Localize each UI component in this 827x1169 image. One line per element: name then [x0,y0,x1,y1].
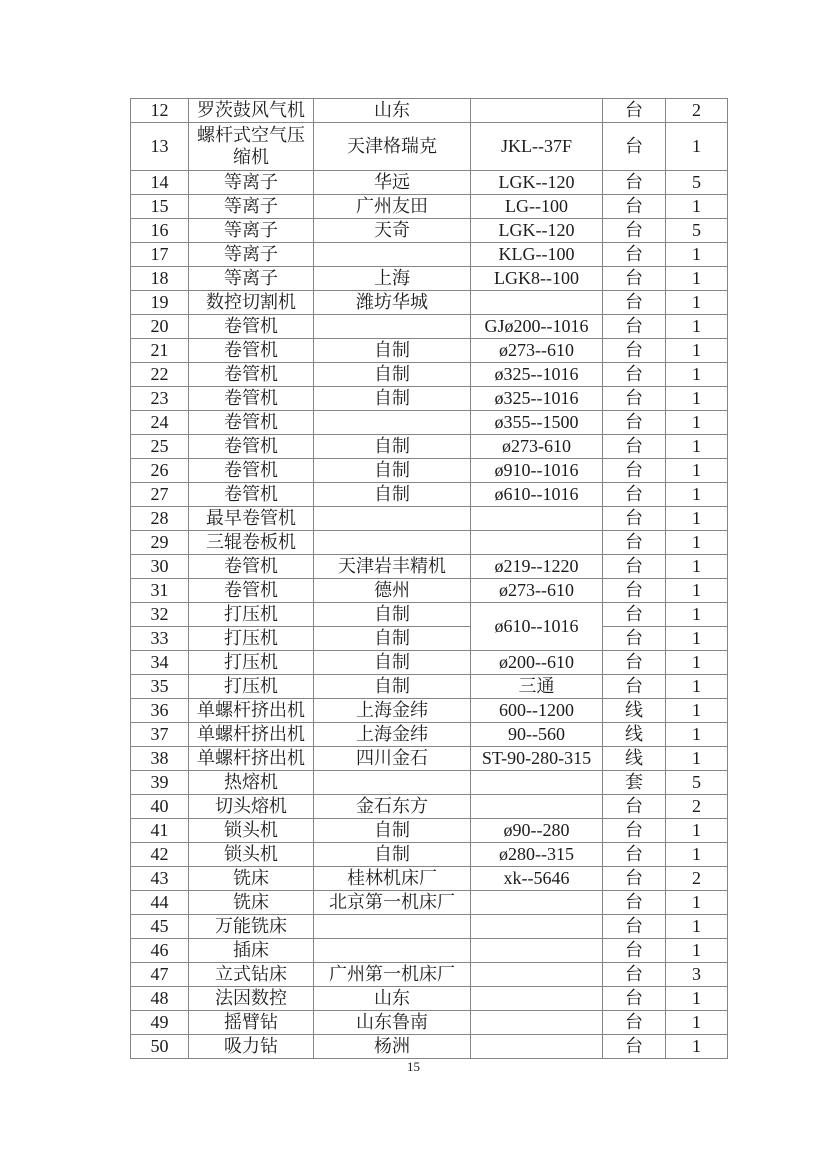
cell-name: 打压机 [189,675,314,699]
cell-qty: 1 [666,459,728,483]
cell-manufacturer: 山东 [314,99,471,123]
cell-unit: 台 [603,195,666,219]
cell-model: ø610--1016 [471,603,603,651]
cell-no: 24 [131,411,189,435]
cell-manufacturer [314,939,471,963]
cell-unit: 台 [603,987,666,1011]
cell-qty: 1 [666,1011,728,1035]
table-row [131,819,728,843]
cell-manufacturer [314,531,471,555]
cell-model [471,1011,603,1035]
cell-model [471,1035,603,1059]
cell-qty: 1 [666,435,728,459]
cell-manufacturer: 自制 [314,651,471,675]
cell-name: 铣床 [189,867,314,891]
cell-no: 34 [131,651,189,675]
cell-model [471,939,603,963]
table-row [131,699,728,723]
cell-model: xk--5646 [471,867,603,891]
cell-unit: 线 [603,699,666,723]
table-row [131,795,728,819]
cell-name: 打压机 [189,603,314,627]
table-row [131,555,728,579]
cell-qty: 1 [666,123,728,171]
cell-name: 单螺杆挤出机 [189,747,314,771]
cell-no: 20 [131,315,189,339]
cell-qty: 1 [666,267,728,291]
cell-unit: 台 [603,339,666,363]
equipment-table [130,98,728,1059]
cell-no: 13 [131,123,189,171]
cell-model: LG--100 [471,195,603,219]
cell-no: 32 [131,603,189,627]
cell-manufacturer: 德州 [314,579,471,603]
cell-no: 48 [131,987,189,1011]
table-row [131,915,728,939]
cell-unit: 台 [603,363,666,387]
cell-manufacturer [314,915,471,939]
cell-name: 等离子 [189,171,314,195]
table-row [131,651,728,675]
cell-qty: 5 [666,171,728,195]
cell-model: ST-90-280-315 [471,747,603,771]
cell-model [471,291,603,315]
cell-manufacturer: 桂林机床厂 [314,867,471,891]
cell-name: 单螺杆挤出机 [189,699,314,723]
table-row [131,843,728,867]
cell-unit: 台 [603,243,666,267]
cell-qty: 1 [666,387,728,411]
table-row [131,483,728,507]
cell-model: ø273--610 [471,579,603,603]
cell-model: JKL--37F [471,123,603,171]
cell-qty: 1 [666,915,728,939]
cell-name: 卷管机 [189,411,314,435]
cell-qty: 1 [666,555,728,579]
cell-name: 打压机 [189,627,314,651]
cell-no: 23 [131,387,189,411]
cell-no: 35 [131,675,189,699]
cell-unit: 台 [603,939,666,963]
table-row [131,867,728,891]
cell-model [471,963,603,987]
cell-model: 三通 [471,675,603,699]
cell-model: ø910--1016 [471,459,603,483]
cell-qty: 1 [666,651,728,675]
cell-qty: 1 [666,747,728,771]
cell-no: 43 [131,867,189,891]
cell-model: 600--1200 [471,699,603,723]
cell-name: 卷管机 [189,579,314,603]
table-row [131,363,728,387]
cell-no: 12 [131,99,189,123]
cell-no: 36 [131,699,189,723]
cell-unit: 台 [603,459,666,483]
cell-unit: 台 [603,531,666,555]
cell-no: 18 [131,267,189,291]
cell-manufacturer: 潍坊华城 [314,291,471,315]
cell-name: 插床 [189,939,314,963]
cell-unit: 台 [603,843,666,867]
cell-manufacturer: 自制 [314,675,471,699]
cell-model: ø219--1220 [471,555,603,579]
cell-no: 29 [131,531,189,555]
table-row [131,435,728,459]
cell-no: 46 [131,939,189,963]
cell-manufacturer: 上海 [314,267,471,291]
cell-name: 卷管机 [189,435,314,459]
cell-no: 38 [131,747,189,771]
cell-no: 47 [131,963,189,987]
table-row [131,963,728,987]
cell-unit: 台 [603,627,666,651]
cell-name: 吸力钻 [189,1035,314,1059]
table-row [131,627,728,651]
cell-unit: 台 [603,819,666,843]
cell-unit: 台 [603,795,666,819]
cell-qty: 1 [666,891,728,915]
cell-no: 19 [131,291,189,315]
table-row [131,1011,728,1035]
cell-name: 罗茨鼓风气机 [189,99,314,123]
cell-model [471,507,603,531]
table-row [131,387,728,411]
cell-model: ø90--280 [471,819,603,843]
cell-name: 单螺杆挤出机 [189,723,314,747]
cell-name: 热熔机 [189,771,314,795]
cell-no: 14 [131,171,189,195]
cell-manufacturer [314,771,471,795]
cell-unit: 台 [603,963,666,987]
cell-qty: 1 [666,843,728,867]
cell-manufacturer: 杨洲 [314,1035,471,1059]
cell-manufacturer: 上海金纬 [314,723,471,747]
cell-unit: 线 [603,747,666,771]
cell-unit: 台 [603,1035,666,1059]
cell-qty: 1 [666,243,728,267]
cell-manufacturer [314,507,471,531]
cell-unit: 台 [603,579,666,603]
cell-name: 摇臂钻 [189,1011,314,1035]
cell-manufacturer: 四川金石 [314,747,471,771]
cell-no: 15 [131,195,189,219]
cell-model: ø273--610 [471,339,603,363]
cell-name: 卷管机 [189,387,314,411]
table-row [131,219,728,243]
cell-name: 最早卷管机 [189,507,314,531]
cell-no: 42 [131,843,189,867]
table-row [131,987,728,1011]
cell-no: 50 [131,1035,189,1059]
cell-name: 立式钻床 [189,963,314,987]
cell-manufacturer: 金石东方 [314,795,471,819]
cell-model [471,531,603,555]
cell-model: KLG--100 [471,243,603,267]
cell-model: ø610--1016 [471,483,603,507]
cell-model: 90--560 [471,723,603,747]
cell-unit: 台 [603,555,666,579]
cell-manufacturer: 自制 [314,435,471,459]
table-row [131,123,728,171]
cell-qty: 1 [666,939,728,963]
table-row [131,507,728,531]
cell-no: 16 [131,219,189,243]
cell-qty: 2 [666,867,728,891]
cell-model: GJø200--1016 [471,315,603,339]
cell-manufacturer: 上海金纬 [314,699,471,723]
cell-manufacturer: 华远 [314,171,471,195]
cell-qty: 1 [666,315,728,339]
cell-no: 41 [131,819,189,843]
table-row [131,195,728,219]
cell-manufacturer: 山东 [314,987,471,1011]
table-row [131,579,728,603]
cell-manufacturer: 自制 [314,627,471,651]
cell-model: ø355--1500 [471,411,603,435]
cell-no: 25 [131,435,189,459]
cell-model: ø280--315 [471,843,603,867]
cell-qty: 1 [666,363,728,387]
table-row [131,339,728,363]
cell-name: 三辊卷板机 [189,531,314,555]
cell-name: 卷管机 [189,363,314,387]
cell-unit: 台 [603,891,666,915]
cell-model: ø200--610 [471,651,603,675]
cell-no: 40 [131,795,189,819]
cell-qty: 1 [666,195,728,219]
cell-model: LGK--120 [471,171,603,195]
cell-unit: 套 [603,771,666,795]
cell-manufacturer: 自制 [314,843,471,867]
cell-unit: 台 [603,99,666,123]
cell-qty: 1 [666,603,728,627]
cell-qty: 1 [666,819,728,843]
cell-qty: 5 [666,771,728,795]
cell-qty: 1 [666,579,728,603]
cell-qty: 1 [666,675,728,699]
table-row [131,411,728,435]
cell-unit: 台 [603,435,666,459]
table-row [131,531,728,555]
cell-name: 数控切割机 [189,291,314,315]
cell-unit: 台 [603,1011,666,1035]
cell-unit: 台 [603,171,666,195]
cell-manufacturer: 山东鲁南 [314,1011,471,1035]
cell-unit: 台 [603,603,666,627]
cell-model [471,987,603,1011]
cell-no: 39 [131,771,189,795]
cell-qty: 1 [666,1035,728,1059]
cell-no: 17 [131,243,189,267]
cell-qty: 1 [666,627,728,651]
cell-qty: 1 [666,987,728,1011]
cell-qty: 1 [666,531,728,555]
table-row [131,675,728,699]
cell-unit: 台 [603,651,666,675]
table-row [131,243,728,267]
cell-unit: 台 [603,507,666,531]
table-row [131,291,728,315]
cell-manufacturer [314,315,471,339]
table-row [131,99,728,123]
cell-model: ø325--1016 [471,363,603,387]
cell-qty: 3 [666,963,728,987]
cell-qty: 5 [666,219,728,243]
cell-qty: 1 [666,411,728,435]
cell-no: 22 [131,363,189,387]
cell-manufacturer: 自制 [314,603,471,627]
cell-name: 锁头机 [189,819,314,843]
cell-unit: 台 [603,867,666,891]
cell-qty: 2 [666,795,728,819]
cell-no: 45 [131,915,189,939]
table-row [131,1035,728,1059]
cell-manufacturer [314,243,471,267]
cell-no: 49 [131,1011,189,1035]
cell-name: 等离子 [189,219,314,243]
cell-qty: 1 [666,483,728,507]
cell-unit: 台 [603,915,666,939]
cell-manufacturer: 广州第一机床厂 [314,963,471,987]
cell-manufacturer: 广州友田 [314,195,471,219]
cell-name: 万能铣床 [189,915,314,939]
cell-unit: 台 [603,387,666,411]
table-row [131,315,728,339]
cell-no: 27 [131,483,189,507]
cell-name: 卷管机 [189,315,314,339]
cell-name: 等离子 [189,243,314,267]
cell-name: 卷管机 [189,459,314,483]
cell-manufacturer [314,411,471,435]
cell-model [471,915,603,939]
cell-qty: 1 [666,291,728,315]
cell-unit: 台 [603,291,666,315]
cell-qty: 1 [666,723,728,747]
table-row [131,723,728,747]
cell-manufacturer: 自制 [314,339,471,363]
cell-unit: 台 [603,315,666,339]
cell-unit: 台 [603,219,666,243]
cell-no: 44 [131,891,189,915]
cell-name: 铣床 [189,891,314,915]
equipment-table-body [131,99,728,1059]
cell-model [471,771,603,795]
cell-no: 31 [131,579,189,603]
cell-no: 21 [131,339,189,363]
cell-name: 卷管机 [189,483,314,507]
cell-manufacturer: 自制 [314,363,471,387]
table-row [131,771,728,795]
cell-manufacturer: 北京第一机床厂 [314,891,471,915]
table-row [131,747,728,771]
cell-model [471,795,603,819]
cell-qty: 1 [666,507,728,531]
cell-manufacturer: 自制 [314,819,471,843]
cell-no: 26 [131,459,189,483]
cell-manufacturer: 自制 [314,459,471,483]
cell-model: ø325--1016 [471,387,603,411]
cell-qty: 1 [666,699,728,723]
cell-model: LGK8--100 [471,267,603,291]
cell-unit: 台 [603,483,666,507]
cell-name: 等离子 [189,195,314,219]
cell-name: 螺杆式空气压缩机 [189,123,314,171]
cell-model: LGK--120 [471,219,603,243]
table-row [131,171,728,195]
cell-name: 卷管机 [189,555,314,579]
cell-name: 切头熔机 [189,795,314,819]
cell-no: 28 [131,507,189,531]
cell-name: 等离子 [189,267,314,291]
page-number: 15 [407,1059,420,1074]
cell-manufacturer: 天津岩丰精机 [314,555,471,579]
cell-unit: 台 [603,411,666,435]
table-row [131,459,728,483]
cell-manufacturer: 自制 [314,387,471,411]
table-row [131,939,728,963]
cell-no: 30 [131,555,189,579]
cell-name: 打压机 [189,651,314,675]
cell-manufacturer: 自制 [314,483,471,507]
cell-model [471,99,603,123]
table-row [131,603,728,627]
cell-manufacturer: 天奇 [314,219,471,243]
cell-name: 法因数控 [189,987,314,1011]
table-row [131,891,728,915]
cell-model [471,891,603,915]
cell-unit: 台 [603,675,666,699]
cell-manufacturer: 天津格瑞克 [314,123,471,171]
cell-name: 锁头机 [189,843,314,867]
cell-model: ø273-610 [471,435,603,459]
cell-unit: 台 [603,267,666,291]
cell-name: 卷管机 [189,339,314,363]
cell-no: 37 [131,723,189,747]
cell-qty: 2 [666,99,728,123]
table-row [131,267,728,291]
cell-no: 33 [131,627,189,651]
cell-qty: 1 [666,339,728,363]
cell-unit: 台 [603,123,666,171]
cell-unit: 线 [603,723,666,747]
